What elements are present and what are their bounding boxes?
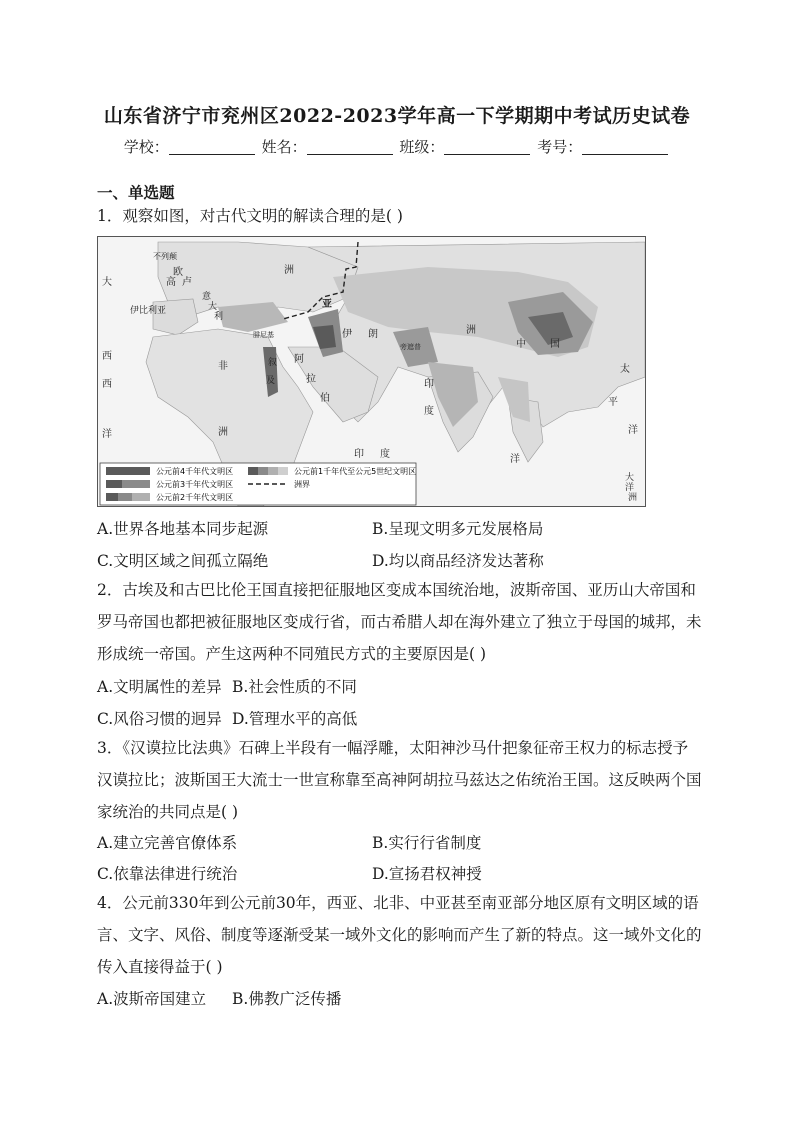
label-lang: 朗	[368, 329, 378, 340]
school-blank[interactable]	[169, 139, 255, 155]
q2-option-b[interactable]: B.社会性质的不同	[232, 678, 357, 696]
legend-item-5: 洲界	[294, 480, 310, 489]
label-oceania3: 洲	[628, 493, 638, 503]
question-3-stem: 3．《汉谟拉比法典》石碑上半段有一幅浮雕，太阳神沙马什把象征帝王权力的标志授予汉谟拉比；波斯国王大流士一世宣称靠至高神阿胡拉马兹达之佑统治王国。这反映两个国家统治的共同点是( )	[97, 739, 702, 821]
label-yang1: 洋	[102, 429, 112, 440]
q3-option-c[interactable]: C.依靠法律进行统治	[97, 865, 238, 883]
label-da2: 大	[208, 302, 218, 312]
q1-option-d[interactable]: D.均以商品经济发达著称	[372, 552, 544, 570]
question-4-stem: 4．公元前330年到公元前30年，西亚、北非、中亚甚至南亚部分地区原有文明区域的语言、文字、风俗、制度等逐渐受某一域外文化的影响而产生了新的特点。这一域外文化的传入直接得益于( )	[97, 894, 702, 976]
label-yang3: 洋	[628, 425, 638, 436]
legend-item-2: 公元前3千年代文明区	[156, 480, 234, 489]
label-xu: 叙	[268, 358, 278, 368]
q1-option-c[interactable]: C.文明区域之间孤立隔绝	[97, 552, 269, 570]
label-europe: 欧	[173, 267, 183, 278]
label-tai: 太	[620, 364, 630, 375]
question-1-stem: 1．观察如图，对古代文明的解读合理的是( )	[97, 207, 403, 225]
legend-item-4: 公元前1千年代至公元5世纪文明区	[294, 467, 417, 476]
class-blank[interactable]	[444, 139, 530, 155]
label-africa2: 洲	[218, 427, 228, 438]
label-india1: 印	[424, 379, 434, 390]
map-legend	[100, 463, 416, 505]
legend-item-3: 公元前2千年代文明区	[156, 493, 234, 502]
label-ji: 及	[266, 376, 276, 386]
q4-option-a[interactable]: A.波斯帝国建立	[97, 990, 207, 1008]
label-io-du: 度	[380, 449, 390, 460]
ancient-civilization-map	[97, 236, 646, 507]
label-india2: 度	[424, 406, 434, 417]
section-heading: 一、单选题	[97, 183, 175, 202]
q1-option-a[interactable]: A.世界各地基本同步起源	[97, 520, 269, 538]
label-xi2: 西	[102, 379, 112, 390]
school-label: 学校：	[123, 138, 169, 156]
number-label: 考号：	[537, 138, 583, 156]
label-britain: 不列颠	[153, 252, 177, 261]
label-feinike: 腓尼基	[253, 331, 274, 339]
q3-option-a[interactable]: A.建立完善官僚体系	[97, 834, 238, 852]
label-punjab: 旁遮普	[400, 343, 421, 351]
page-title: 山东省济宁市兖州区2022-2023学年高一下学期期中考试历史试卷	[103, 105, 691, 127]
label-lu: 卢	[182, 277, 192, 288]
label-china: 中	[516, 339, 526, 350]
q2-option-d[interactable]: D.管理水平的高低	[232, 710, 358, 728]
label-asia-zhou: 洲	[466, 325, 476, 336]
label-ping: 平	[608, 397, 618, 408]
q2-option-a[interactable]: A.文明属性的差异	[97, 678, 222, 696]
label-iberia: 伊比利亚	[130, 306, 167, 316]
label-yi: 意	[202, 292, 212, 302]
label-africa1: 非	[218, 361, 228, 372]
q1-option-b[interactable]: B.呈现文明多元发展格局	[372, 520, 544, 538]
q2-option-c[interactable]: C.风俗习惯的迥异	[97, 710, 222, 728]
label-zhou1: 洲	[284, 265, 294, 276]
label-xi1: 西	[102, 351, 112, 362]
q3-option-b[interactable]: B.实行行省制度	[372, 834, 482, 852]
class-label: 班级：	[399, 138, 445, 156]
label-la: 拉	[306, 374, 316, 385]
label-oceania2: 洋	[625, 483, 635, 493]
label-plateau: 高	[166, 277, 176, 288]
label-yang2: 洋	[510, 454, 520, 465]
label-guo: 国	[550, 339, 560, 350]
label-da1: 大	[102, 277, 112, 288]
student-info-line	[0, 136, 794, 157]
label-oceania1: 大	[625, 473, 635, 483]
q4-option-b[interactable]: B.佛教广泛传播	[232, 990, 342, 1008]
label-yi2: 伊	[342, 329, 352, 340]
label-a: 阿	[294, 354, 304, 365]
label-ya: 亚	[322, 299, 332, 310]
q3-option-d[interactable]: D.宣扬君权神授	[372, 865, 482, 883]
label-li: 利	[214, 312, 224, 322]
number-blank[interactable]	[582, 139, 668, 155]
label-io-yin: 印	[354, 449, 364, 460]
name-blank[interactable]	[307, 139, 393, 155]
legend-item-1: 公元前4千年代文明区	[156, 467, 234, 476]
question-2-stem: 2．古埃及和古巴比伦王国直接把征服地区变成本国统治地，波斯帝国、亚历山大帝国和罗马帝国也都把被征服地区变成行省，而古希腊人却在海外建立了独立于母国的城邦，未形成统一帝国。产生这两种不同殖民方式的主要原因是( )	[97, 581, 702, 663]
name-label: 姓名：	[261, 138, 307, 156]
label-bo: 伯	[320, 393, 330, 404]
